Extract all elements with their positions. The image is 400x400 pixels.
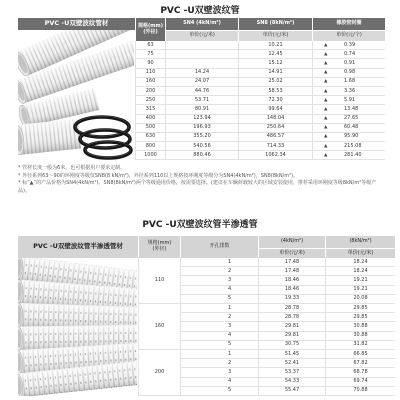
spec-cell: 200 bbox=[135, 87, 165, 95]
corrugated-pipe bbox=[18, 119, 81, 156]
price-8kn-cell: 68.78 bbox=[325, 368, 395, 376]
seal-price-value: 0.91 bbox=[344, 59, 356, 66]
sn8-price-cell: 25.02 bbox=[238, 78, 312, 86]
spec-header bbox=[138, 236, 180, 258]
hole-rows-cell: 1 bbox=[180, 304, 258, 312]
table-row bbox=[180, 341, 395, 350]
pipe-shading bbox=[18, 119, 81, 155]
note-item: * 管材长度一般为6米，也可根据用户要求定制。 bbox=[18, 165, 126, 171]
sn8-price-cell: 14.91 bbox=[238, 69, 312, 77]
sn8-price-cell: 1062.34 bbox=[238, 151, 312, 159]
table-row bbox=[135, 59, 385, 68]
triangle-mark: ▲ bbox=[324, 106, 328, 112]
hole-rows-cell: 1 bbox=[180, 258, 258, 266]
price-4kn-cell: 55.47 bbox=[258, 387, 325, 395]
seal-price-value: 5.91 bbox=[344, 96, 356, 103]
price-8kn-cell: 30.88 bbox=[325, 322, 395, 330]
price-4kn-cell: 18.46 bbox=[258, 276, 325, 284]
seal-price-value: 13.48 bbox=[344, 105, 359, 112]
spec-cell: 160 bbox=[138, 304, 180, 350]
seal-price-value: 60.48 bbox=[344, 124, 359, 131]
spec-cell: 800 bbox=[135, 142, 165, 150]
seal-unit-header: 单价(元/个) bbox=[312, 30, 385, 41]
table-row bbox=[135, 115, 385, 124]
seal-price-value: 95.90 bbox=[344, 133, 359, 140]
sn4-price-cell: 24.07 bbox=[165, 78, 238, 86]
spec-header-sub: (外径) bbox=[143, 28, 158, 35]
hole-rows-cell: 5 bbox=[180, 387, 258, 395]
table-body bbox=[138, 258, 395, 396]
seal-price-cell bbox=[312, 78, 385, 86]
sn4-header: SN4 (4kN/m²) bbox=[165, 18, 238, 30]
section1-title: PVC -U双壁波纹管 bbox=[160, 6, 240, 16]
hole-rows-cell: 3 bbox=[180, 276, 258, 284]
notes bbox=[18, 165, 385, 195]
table-row bbox=[135, 87, 385, 96]
hole-rows-cell: 4 bbox=[180, 378, 258, 386]
table-row bbox=[180, 295, 395, 304]
spec-header-sub: (外径) bbox=[152, 246, 167, 252]
price-8kn-cell: 20.08 bbox=[325, 295, 395, 303]
table-row bbox=[180, 387, 395, 396]
hole-rows-cell: 2 bbox=[180, 267, 258, 275]
table-row bbox=[180, 378, 395, 387]
price-8kn-cell: 30.88 bbox=[325, 332, 395, 340]
spec-cell: 500 bbox=[135, 124, 165, 132]
corrugated-pipe-illustration bbox=[18, 30, 134, 160]
seal-price-cell bbox=[312, 96, 385, 104]
table-row bbox=[180, 359, 395, 368]
spec-cell: 1000 bbox=[135, 151, 165, 159]
sn8-price-cell: 12.45 bbox=[238, 50, 312, 58]
price-8kn-cell: 18.24 bbox=[325, 267, 395, 275]
spec-group bbox=[138, 350, 395, 396]
seal-price-value: 3.36 bbox=[344, 87, 356, 94]
hole-rows-cell: 5 bbox=[180, 341, 258, 349]
price-4kn-cell: 51.45 bbox=[258, 350, 325, 358]
triangle-mark: ▲ bbox=[324, 116, 328, 122]
note-item: * 外径系列63～90的环刚度等级仅SN8(8 kN/m²)，外径系列110以上规格按环刚度等级分为SN4(4kN/m²)，SN8(8kN/m²)。 bbox=[18, 172, 299, 179]
sn8-price-cell: 58.53 bbox=[238, 87, 312, 95]
sn4-price-cell: 14.24 bbox=[165, 69, 238, 77]
sn8-price-cell: 10.21 bbox=[238, 41, 312, 49]
price-4kn-cell: 28.78 bbox=[258, 313, 325, 321]
price-8kn-cell: 19.21 bbox=[325, 276, 395, 284]
price-4kn-cell: 17.48 bbox=[258, 258, 325, 266]
price-8kn-cell: 19.21 bbox=[325, 286, 395, 294]
price-4kn-cell: 54.33 bbox=[258, 378, 325, 386]
price-4kn-cell: 18.46 bbox=[258, 286, 325, 294]
sn8-price-cell: 99.64 bbox=[238, 105, 312, 113]
sn4-price-cell: 880.46 bbox=[165, 151, 238, 159]
seal-price-cell bbox=[312, 50, 385, 58]
pipe-and-seal-photo bbox=[18, 30, 134, 160]
spec-group bbox=[138, 304, 395, 350]
price-4kn-cell: 30.75 bbox=[258, 341, 325, 349]
table-row bbox=[135, 78, 385, 87]
seal-price-cell bbox=[312, 105, 385, 113]
triangle-mark: ▲ bbox=[324, 143, 328, 149]
triangle-mark: ▲ bbox=[324, 42, 328, 48]
spec-cell: 110 bbox=[138, 258, 180, 304]
price-8kn-header: (8kN/m²) bbox=[325, 236, 395, 248]
seal-price-cell bbox=[312, 124, 385, 132]
table-row bbox=[180, 350, 395, 359]
spec-group bbox=[138, 258, 395, 304]
spec-cell: 90 bbox=[135, 59, 165, 67]
sn4-price-cell: 53.71 bbox=[165, 96, 238, 104]
spec-cell: 630 bbox=[135, 133, 165, 141]
price-4kn-cell: 29.81 bbox=[258, 332, 325, 340]
triangle-mark: ▲ bbox=[324, 51, 328, 57]
spec-header-label: 规格(mm) bbox=[147, 240, 172, 247]
sn8-header: SN8 (8kN/m²) bbox=[238, 18, 312, 30]
seal-price-value: 0.74 bbox=[344, 50, 356, 57]
seal-price-cell bbox=[312, 59, 385, 67]
spec-cell: 63 bbox=[135, 41, 165, 49]
hole-rows-cell: 1 bbox=[180, 350, 258, 358]
price-4kn-unit-header: 单价(元/米) bbox=[258, 248, 325, 258]
hole-rows-cell: 2 bbox=[180, 313, 258, 321]
sn4-unit-header: 单价(元/米) bbox=[165, 30, 238, 41]
spec-cell: 250 bbox=[135, 96, 165, 104]
price-4kn-cell: 19.33 bbox=[258, 295, 325, 303]
seal-price-value: 215.08 bbox=[344, 142, 362, 149]
spec-cell: 160 bbox=[135, 78, 165, 86]
table-header bbox=[18, 236, 395, 258]
sn4-price-cell: 196.93 bbox=[165, 124, 238, 132]
product-label: PVC -U双壁波纹管半渗透管材 bbox=[18, 236, 138, 258]
sn4-price-cell: 80.91 bbox=[165, 105, 238, 113]
triangle-mark: ▲ bbox=[324, 125, 328, 131]
triangle-mark: ▲ bbox=[324, 60, 328, 66]
seal-price-cell bbox=[312, 151, 385, 159]
price-4kn-cell: 28.78 bbox=[258, 304, 325, 312]
seal-price-cell bbox=[312, 115, 385, 123]
table-row bbox=[135, 142, 385, 151]
price-4kn-cell: 17.48 bbox=[258, 267, 325, 275]
price-8kn-cell: 69.74 bbox=[325, 378, 395, 386]
seal-price-value: 281.40 bbox=[344, 151, 362, 158]
hole-rows-cell: 2 bbox=[180, 359, 258, 367]
price-8kn-unit-header: 单价(元/米) bbox=[325, 248, 395, 258]
sn8-price-cell: 714.33 bbox=[238, 142, 312, 150]
spec-header-label: 规格(mm) bbox=[138, 22, 163, 29]
spec-cell: 75 bbox=[135, 50, 165, 58]
hole-rows-cell: 3 bbox=[180, 368, 258, 376]
perforated-pipe-photo bbox=[18, 258, 137, 396]
table-row bbox=[135, 133, 385, 142]
sn4-price-cell bbox=[165, 41, 238, 49]
hole-rows-cell: 3 bbox=[180, 322, 258, 330]
price-8kn-cell: 29.85 bbox=[325, 313, 395, 321]
ring-body bbox=[85, 142, 131, 158]
sn4-price-cell bbox=[165, 59, 238, 67]
sn4-price-cell: 540.56 bbox=[165, 142, 238, 150]
price-4kn-cell: 29.81 bbox=[258, 322, 325, 330]
sn8-price-cell: 250.64 bbox=[238, 124, 312, 132]
seal-price-cell bbox=[312, 69, 385, 77]
table-row bbox=[180, 313, 395, 322]
triangle-mark: ▲ bbox=[324, 97, 328, 103]
triangle-mark: ▲ bbox=[324, 134, 328, 140]
table-row bbox=[180, 368, 395, 377]
section2-title: PVC -U双壁波纹管半渗透管 bbox=[142, 220, 258, 230]
seal-price-value: 0.98 bbox=[344, 69, 356, 76]
price-8kn-cell: 66.85 bbox=[325, 350, 395, 358]
seal-price-value: 27.65 bbox=[344, 115, 359, 122]
price-4kn-header: (4kN/m²) bbox=[258, 236, 325, 248]
hole-rows-cell: 4 bbox=[180, 286, 258, 294]
spec-cell: 315 bbox=[135, 105, 165, 113]
price-4kn-cell: 53.37 bbox=[258, 368, 325, 376]
group-rows bbox=[180, 350, 395, 396]
sn4-price-cell: 123.94 bbox=[165, 115, 238, 123]
sn8-price-cell: 486.57 bbox=[238, 133, 312, 141]
table-row bbox=[180, 258, 395, 267]
price-8kn-cell: 67.82 bbox=[325, 359, 395, 367]
price-8kn-cell: 18.24 bbox=[325, 258, 395, 266]
group-rows bbox=[180, 304, 395, 350]
triangle-mark: ▲ bbox=[324, 79, 328, 85]
spec-cell: 110 bbox=[135, 69, 165, 77]
sn8-unit-header: 单价(元/米) bbox=[238, 30, 312, 41]
table-row bbox=[135, 151, 385, 160]
triangle-mark: ▲ bbox=[324, 70, 328, 76]
seal-price-cell bbox=[312, 87, 385, 95]
hole-rows-header: 开孔排数 bbox=[180, 236, 258, 258]
sn8-price-cell: 15.12 bbox=[238, 59, 312, 67]
seal-price-cell bbox=[312, 142, 385, 150]
seal-price-cell bbox=[312, 133, 385, 141]
table-row bbox=[135, 96, 385, 105]
hole-rows-cell: 4 bbox=[180, 332, 258, 340]
group-rows bbox=[180, 258, 395, 304]
table-row bbox=[180, 267, 395, 276]
spec-header bbox=[135, 18, 165, 41]
hole-rows-cell: 5 bbox=[180, 295, 258, 303]
table-row bbox=[135, 41, 385, 50]
price-4kn-cell: 52.41 bbox=[258, 359, 325, 367]
seal-price-value: 1.68 bbox=[344, 78, 356, 85]
spec-cell: 400 bbox=[135, 115, 165, 123]
table-row bbox=[135, 124, 385, 133]
product-label: PVC -U双壁波纹管材 bbox=[18, 18, 135, 30]
seal-price-cell bbox=[312, 41, 385, 49]
spec-cell: 200 bbox=[138, 350, 180, 396]
sn8-price-cell: 72.30 bbox=[238, 96, 312, 104]
sn4-price-cell bbox=[165, 50, 238, 58]
seal-header: 橡胶密封圈 bbox=[312, 18, 385, 30]
table-row bbox=[180, 286, 395, 295]
table-row bbox=[180, 332, 395, 341]
sn8-price-cell: 148.04 bbox=[238, 115, 312, 123]
note-item: * 标“▲”的产品价格为SN4(4kN/m²)、SN8(8kN/m²)两个等级通用价格，按需要选择。(建议在车辆荷载较大的区域安装使用，推荐采用环刚度等级8kN/m²等级产品)。 bbox=[18, 180, 377, 194]
price-8kn-cell: 29.85 bbox=[325, 304, 395, 312]
table-row bbox=[135, 69, 385, 78]
price-8kn-cell: 70.88 bbox=[325, 387, 395, 395]
price-8kn-cell: 31.82 bbox=[325, 341, 395, 349]
sn4-price-cell: 355.20 bbox=[165, 133, 238, 141]
table-row bbox=[135, 50, 385, 59]
table-body bbox=[135, 41, 385, 160]
triangle-mark: ▲ bbox=[324, 152, 328, 158]
perforated-pipe-illustration bbox=[18, 258, 137, 396]
table-row bbox=[135, 105, 385, 114]
table-row bbox=[180, 276, 395, 285]
sn4-price-cell: 44.76 bbox=[165, 87, 238, 95]
triangle-mark: ▲ bbox=[324, 88, 328, 94]
seal-price-value: 0.39 bbox=[344, 41, 356, 48]
table-row bbox=[180, 322, 395, 331]
table-row bbox=[180, 304, 395, 313]
